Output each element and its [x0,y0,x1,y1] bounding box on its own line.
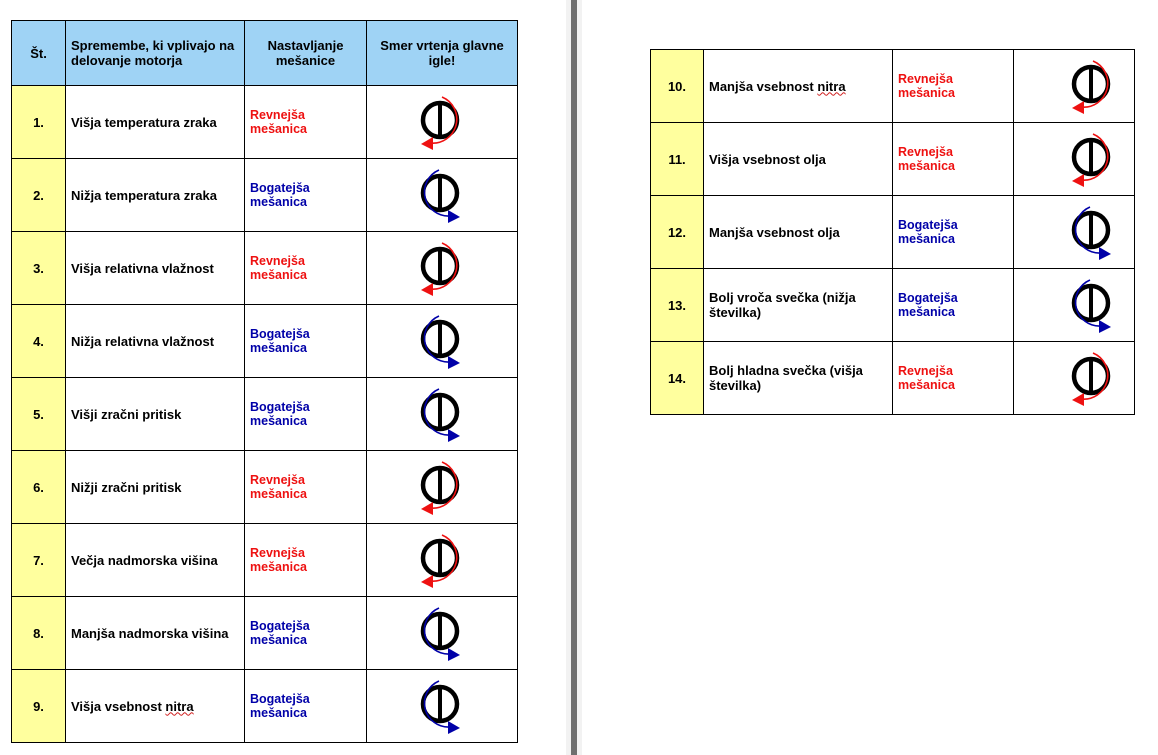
rotation-arrow-head [448,210,460,223]
row-direction [1014,196,1135,269]
rotation-arrow-head [421,575,433,588]
needle-clockwise-red-icon [1062,345,1124,412]
row-direction [1014,269,1135,342]
row-number: 4. [12,305,66,378]
rotation-arrow-head [1099,320,1111,333]
row-number: 6. [12,451,66,524]
row-mixture: Bogatejša mešanica [245,670,367,743]
row-mixture: Bogatejša mešanica [245,305,367,378]
rotation-arrow-head [448,356,460,369]
row-direction [367,232,518,305]
row-description: Večja nadmorska višina [66,524,245,597]
needle-clockwise-red-icon [411,454,473,521]
row-mixture: Revnejša mešanica [893,342,1014,415]
row-direction [1014,123,1135,196]
row-mixture: Revnejša mešanica [893,50,1014,123]
row-description: Nižja temperatura zraka [66,159,245,232]
row-number: 10. [651,50,704,123]
table-row [651,123,1135,196]
needle-counterclockwise-blue-icon [411,308,473,375]
rotation-arrow-head [421,137,433,150]
table-row [12,597,518,670]
row-number: 3. [12,232,66,305]
rotation-arrow-head [448,648,460,661]
header-changes: Spremembe, ki vplivajo na delovanje motorja [66,21,245,86]
row-mixture: Revnejša mešanica [245,232,367,305]
needle-knob-graphic [1062,272,1124,336]
rotation-arrow-head [1099,247,1111,260]
row-number: 1. [12,86,66,159]
needle-clockwise-red-icon [1062,53,1124,120]
needle-knob-graphic [411,454,473,518]
row-description: Manjša nadmorska višina [66,597,245,670]
needle-counterclockwise-blue-icon [411,600,473,667]
table-row [651,342,1135,415]
row-description: Višji zračni pritisk [66,378,245,451]
row-direction [367,305,518,378]
table-row [12,86,518,159]
row-direction [367,378,518,451]
needle-knob-graphic [411,308,473,372]
needle-clockwise-red-icon [411,527,473,594]
rotation-arrow-head [421,502,433,515]
needle-clockwise-red-icon [411,89,473,156]
rotation-arrow-head [1072,393,1084,406]
header-number: Št. [12,21,66,86]
table-header-row [12,21,518,86]
row-number: 9. [12,670,66,743]
row-description: Nižji zračni pritisk [66,451,245,524]
table-row [12,378,518,451]
row-number: 7. [12,524,66,597]
page-separator-bar [571,0,577,755]
needle-knob-graphic [411,381,473,445]
row-mixture: Revnejša mešanica [245,524,367,597]
needle-knob-graphic [1062,345,1124,409]
row-mixture: Bogatejša mešanica [893,269,1014,342]
row-description: Bolj hladna svečka (višja številka) [704,342,893,415]
row-number: 5. [12,378,66,451]
header-needle-direction: Smer vrtenja glavne igle! [367,21,518,86]
row-mixture: Bogatejša mešanica [245,378,367,451]
row-description-main: Manjša vsebnost [709,78,818,94]
engine-adjustment-table-left [11,20,518,743]
rotation-arrow-head [448,721,460,734]
needle-counterclockwise-blue-icon [1062,272,1124,339]
row-mixture: Bogatejša mešanica [245,159,367,232]
row-direction [1014,50,1135,123]
table-row [12,524,518,597]
row-mixture: Revnejša mešanica [893,123,1014,196]
rotation-arrow-head [1072,101,1084,114]
row-direction [367,86,518,159]
row-description [66,670,245,743]
table-row [12,159,518,232]
table-row [12,670,518,743]
needle-clockwise-red-icon [411,235,473,302]
row-mixture: Revnejša mešanica [245,86,367,159]
row-description-spellcheck-word: nitra [817,78,846,94]
row-number: 2. [12,159,66,232]
needle-counterclockwise-blue-icon [1062,199,1124,266]
table-row [651,269,1135,342]
rotation-arrow-head [1072,174,1084,187]
header-mixture-setting: Nastavljanje mešanice [245,21,367,86]
row-direction [367,524,518,597]
row-mixture: Bogatejša mešanica [245,597,367,670]
needle-knob-graphic [411,673,473,737]
row-description: Višja vsebnost olja [704,123,893,196]
row-direction [1014,342,1135,415]
row-number: 11. [651,123,704,196]
needle-knob-graphic [1062,53,1124,117]
row-direction [367,451,518,524]
needle-counterclockwise-blue-icon [411,673,473,740]
needle-knob-graphic [411,235,473,299]
rotation-arrow-head [421,283,433,296]
row-direction [367,670,518,743]
row-description: Višja temperatura zraka [66,86,245,159]
rotation-arrow-head [448,429,460,442]
row-description: Nižja relativna vlažnost [66,305,245,378]
needle-clockwise-red-icon [1062,126,1124,193]
needle-knob-graphic [411,600,473,664]
needle-counterclockwise-blue-icon [411,381,473,448]
row-description [704,50,893,123]
needle-counterclockwise-blue-icon [411,162,473,229]
needle-knob-graphic [411,162,473,226]
row-description: Manjša vsebnost olja [704,196,893,269]
table-row [12,451,518,524]
row-description-spellcheck-word: nitra [165,698,194,714]
needle-knob-graphic [411,89,473,153]
row-number: 13. [651,269,704,342]
page-separator [566,0,582,755]
row-number: 14. [651,342,704,415]
row-direction [367,597,518,670]
left-page [0,0,566,755]
table-row [651,196,1135,269]
row-description-main: Višja vsebnost [71,698,166,714]
row-mixture: Revnejša mešanica [245,451,367,524]
right-page [582,0,1158,755]
needle-knob-graphic [1062,199,1124,263]
row-number: 12. [651,196,704,269]
row-description: Višja relativna vlažnost [66,232,245,305]
table-row [12,232,518,305]
row-direction [367,159,518,232]
row-description: Bolj vroča svečka (nižja številka) [704,269,893,342]
table-row [12,305,518,378]
table-row [651,50,1135,123]
needle-knob-graphic [1062,126,1124,190]
row-mixture: Bogatejša mešanica [893,196,1014,269]
engine-adjustment-table-right [650,49,1135,415]
needle-knob-graphic [411,527,473,591]
row-number: 8. [12,597,66,670]
